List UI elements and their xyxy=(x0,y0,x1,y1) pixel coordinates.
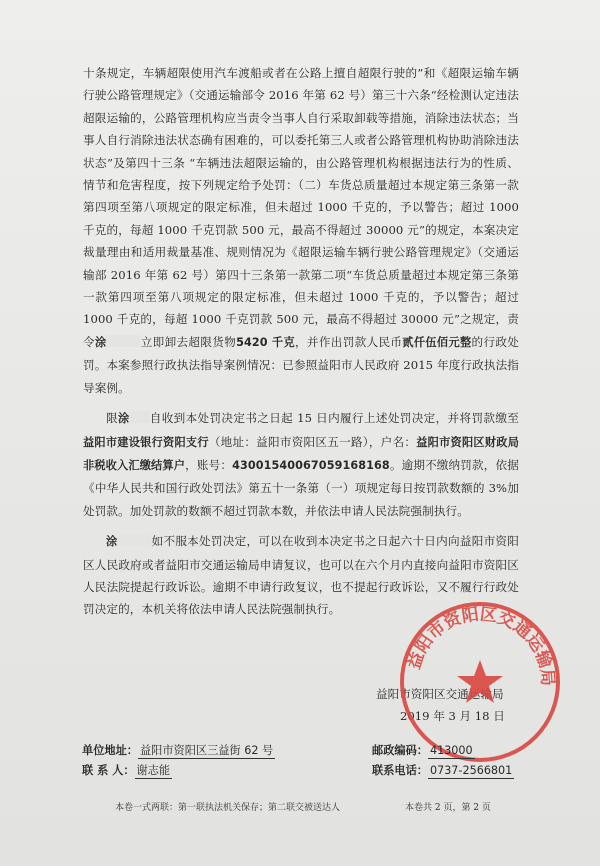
overload-weight: 5420 千克 xyxy=(236,335,295,349)
contact-person-row xyxy=(82,762,172,778)
party-name: 涂 xyxy=(106,535,118,549)
phone-value: 0737-2566801 xyxy=(429,764,513,777)
redaction-mark xyxy=(106,335,140,347)
zip-label: 邮政编码： xyxy=(372,744,428,757)
legal-basis-paragraph xyxy=(83,62,519,399)
bank-name: 益阳市建设银行资阳支行 xyxy=(83,435,209,449)
payment-lead: 限 xyxy=(106,411,118,426)
footer-page-number: 本卷共 2 页，第 2 页 xyxy=(405,803,491,813)
footer-copies-note: 本卷一式两联：第一联执法机关保存；第二联交被送达人 xyxy=(115,803,341,813)
contact-person-value: 谢志能 xyxy=(136,764,171,777)
party-name: 涂 xyxy=(94,335,107,349)
account-label: ，账号： xyxy=(185,457,233,472)
phone-label: 联系电话： xyxy=(372,764,428,777)
precedent-text: 的行政处罚。本案参照行政执法指导案例情况：已参照益阳市人民政府 2015 年度行政执法指导案例。 xyxy=(83,334,519,395)
fine-amount: 贰仟伍佰元整 xyxy=(402,335,472,349)
svg-text:益阳市资阳区交通运输局: 益阳市资阳区交通运输局 xyxy=(404,604,558,687)
payment-paragraph xyxy=(83,407,519,522)
decision-body xyxy=(83,62,519,621)
zip-value: 413000 xyxy=(429,744,473,757)
issuing-authority: 益阳市资阳区交通运输局 xyxy=(376,687,504,701)
fine-text: ，并作出罚款人民币 xyxy=(294,334,403,349)
appeal-text: 如不服本处罚决定，可以在收到本决定书之日起六十日内向益阳市资阳区人民政府或者益阳市交通运输局申请复议，也可以在六个月内直接向益阳市资阳区人民法院提起行政诉讼。逾期不申请行政复议，也不提起行政诉讼，又不履行行政处罚决定的，本机关将依法申请人民法院强制执行。 xyxy=(83,534,519,617)
unload-text: 立即卸去超限货物 xyxy=(140,334,237,349)
address-label: 单位地址： xyxy=(82,744,138,757)
account-number: 43001540067059168168 xyxy=(232,458,390,472)
address-row xyxy=(82,742,275,758)
address-value: 益阳市资阳区三益街 62 号 xyxy=(139,744,274,757)
contact-person-label: 联 系 人： xyxy=(82,764,135,777)
zip-row xyxy=(372,742,475,758)
legal-basis-text: 十条规定，车辆超限使用汽车渡船或者在公路上擅自超限行驶的”和《超限运输车辆行驶公路管理规定》（交通运输部令 2016 年第 62 号）第三十六条“经检测认定违法超限运输的，公路管理机构应当责令当事人自行采取卸载等措施，消除违法状态；当事人自行消除违法状态确有困难的，可以委托第三人或者公路管理机构协助消除违法状态”及第四十三条 “车辆违法超限运输的，由公路管理机构根据违法行为的性质、情节和危害程度，按下列规定给予处罚：（二）车货总质量超过本规定第三条第一款第四项至第八项规定的限定标准，但未超过 1000 千克的，予以警告；超过 1000 千克的，每超 1000 千克罚款 500 元，最高不得超过 30000 元”的规定，本案决定裁量理由和适用裁量基准、规则情况为《超限运输车辆行驶公路管理规定》（交通运输部 2016 年第 62 号）第四十三条第一款第二项“车货总质量超过本规定第三条第一款第四项至第八项规定的限定标准，但未超过 1000 千克的，予以警告；超过 1000 千克的，每超 1000 千克罚款 500 元，最高不得超过 30000 元”之规定，责令 xyxy=(83,66,519,349)
issue-date: 2019 年 3 月 18 日 xyxy=(400,709,505,723)
party-name: 涂 xyxy=(117,412,130,426)
late-penalty-text: 。逾期不缴纳罚款，依据《中华人民共和国行政处罚法》第五十一条第（一）项规定每日按罚款数额的 3%加处罚款。加处罚款的数额不超过罚款本数，并依法申请人民法院强制执行。 xyxy=(83,457,519,518)
phone-row xyxy=(372,762,514,778)
account-name: 益阳市资阳区财政局非税收入汇缴结算户 xyxy=(83,435,519,472)
official-seal xyxy=(396,598,564,766)
bank-address-text: （地址：益阳市资阳区五一路），户名： xyxy=(208,434,417,449)
payment-text: 自收到本处罚决定书之日起 15 日内履行上述处罚决定，并将罚款缴至 xyxy=(149,411,519,426)
redaction-mark xyxy=(130,411,150,423)
redaction-mark xyxy=(117,534,151,546)
